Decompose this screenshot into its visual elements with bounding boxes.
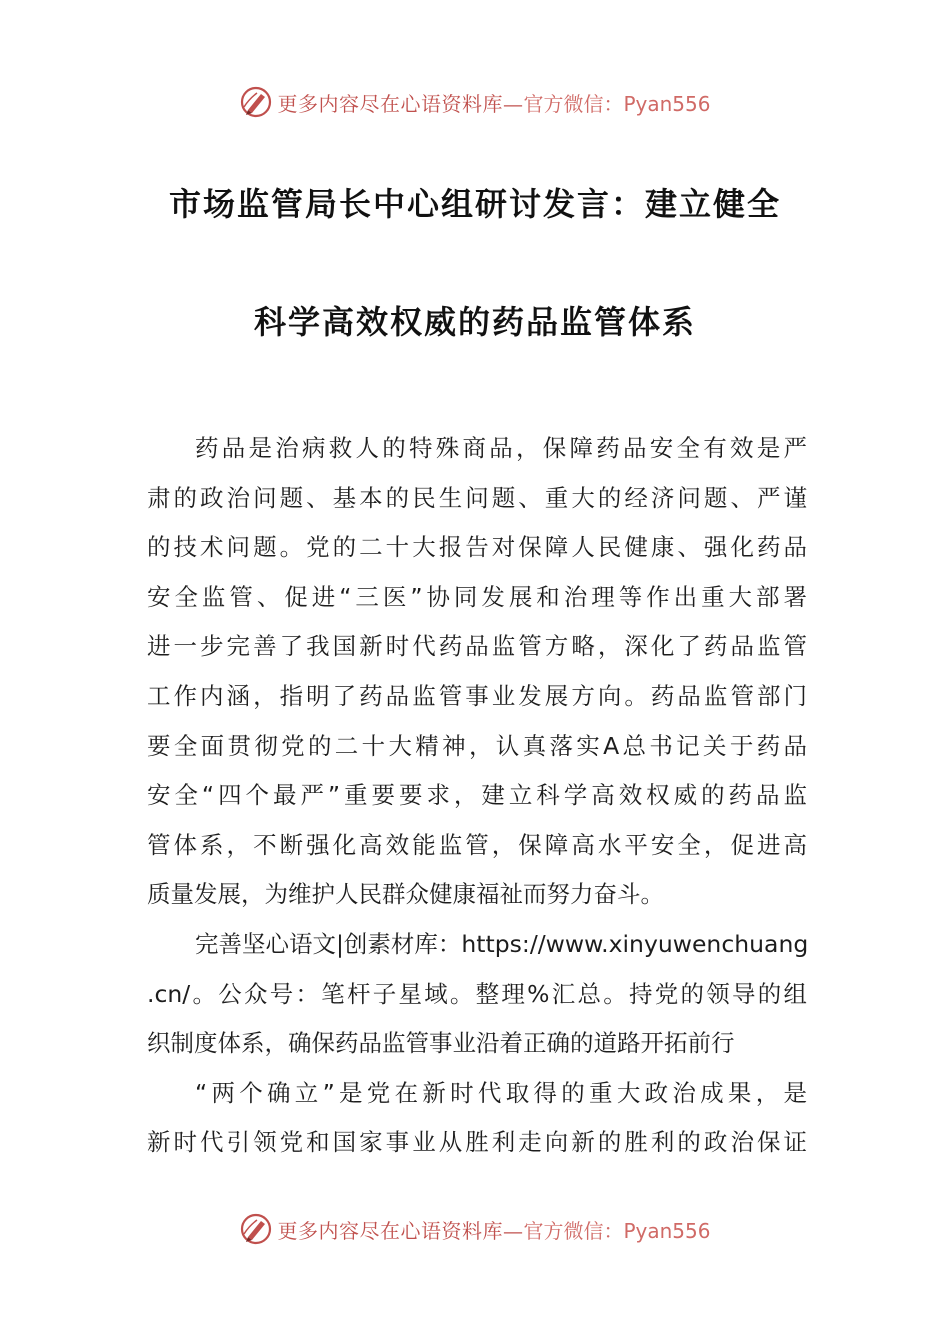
body-line: 安全监管、促进“三医”协同发展和治理等作出重大部署 [147, 582, 807, 611]
pen-logo-icon [239, 1212, 273, 1246]
body-line: 安全“四个最严”重要要求，建立科学高效权威的药品监 [147, 781, 807, 810]
body-line: 要全面贯彻党的二十大精神，认真落实A总书记关于药品 [147, 731, 807, 760]
body-line: 工作内涵，指明了药品监管事业发展方向。药品监管部门 [147, 681, 807, 710]
body-line: 质量发展，为维护人民群众健康福祉而努力奋斗。 [147, 880, 664, 909]
document-title-line-2: 科学高效权威的药品监管体系 [253, 303, 696, 341]
header-watermark-banner [0, 82, 950, 122]
body-line: 完善坚心语文|创素材库：https://www.xinyuwenchuang [195, 929, 809, 958]
pen-logo-icon [239, 85, 273, 119]
banner-contact: 官方微信：Pyan556 [523, 91, 711, 116]
banner-text: 更多内容尽在心语资料库— [277, 1218, 524, 1243]
banner-text: 更多内容尽在心语资料库— [277, 91, 524, 116]
document-title-line-1: 市场监管局长中心组研讨发言：建立健全 [168, 185, 781, 223]
body-line: 新时代引领党和国家事业从胜利走向新的胜利的政治保证 [147, 1128, 807, 1157]
banner-contact: 官方微信：Pyan556 [523, 1218, 711, 1243]
body-line: 进一步完善了我国新时代药品监管方略，深化了药品监管 [147, 632, 807, 661]
body-line: 药品是治病救人的特殊商品，保障药品安全有效是严 [195, 434, 807, 462]
body-line: .cn/。公众号：笔杆子星域。整理%汇总。持党的领导的组 [147, 979, 807, 1008]
body-line: “两个确立”是党在新时代取得的重大政治成果，是 [195, 1078, 807, 1107]
footer-watermark-banner [0, 1209, 950, 1249]
body-line: 的技术问题。党的二十大报告对保障人民健康、强化药品 [147, 533, 807, 562]
body-line: 肃的政治问题、基本的民生问题、重大的经济问题、严谨 [147, 483, 807, 512]
body-line: 织制度体系，确保药品监管事业沿着正确的道路开拓前行 [147, 1029, 735, 1058]
body-line: 管体系，不断强化高效能监管，保障高水平安全，促进高 [147, 830, 807, 859]
body-text [147, 424, 807, 1168]
